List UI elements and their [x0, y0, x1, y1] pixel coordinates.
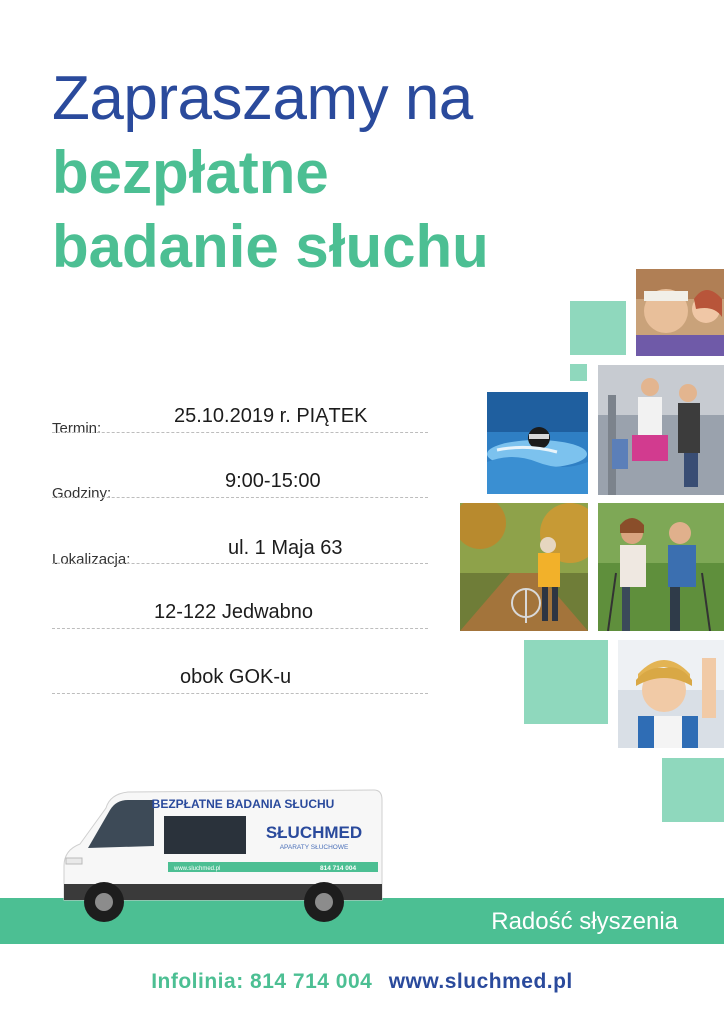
lokalizacja-dashed-line [52, 563, 428, 564]
headline [52, 62, 489, 284]
termin-label: Termin: [52, 420, 102, 437]
photo-family-shopping [598, 365, 724, 495]
godziny-value: 9:00-15:00 [225, 470, 321, 492]
photo-couple-walking [598, 503, 724, 631]
photo-woman-bicycle [460, 503, 588, 631]
photo-child [618, 640, 724, 748]
photo-grandparents [636, 269, 724, 356]
infolinia-label: Infolinia: [151, 970, 244, 993]
lokalizacja-label: Lokalizacja: [52, 551, 131, 568]
decor-square-2 [524, 640, 608, 724]
van-logo-subtitle: APARATY SŁUCHOWE [279, 844, 349, 851]
address-row-3 [52, 654, 428, 694]
infolinia-phone[interactable]: 814 714 004 [250, 970, 373, 993]
termin-dashed-line [52, 432, 428, 433]
decor-square-3 [662, 758, 724, 822]
address-3-dashed-line [52, 693, 428, 694]
headline-line-1: Zapraszamy na [52, 64, 473, 133]
lokalizacja-row [52, 524, 428, 568]
van-phone: 814 714 004 [320, 865, 357, 872]
van-logo: SŁUCHMED [265, 823, 363, 842]
website-link[interactable]: www.sluchmed.pl [388, 970, 573, 993]
van-illustration [58, 786, 388, 934]
godziny-label: Godziny: [52, 485, 112, 502]
photo-swimmer [487, 392, 588, 494]
termin-row [52, 393, 428, 437]
godziny-dashed-line [52, 497, 428, 498]
headline-line-2: bezpłatne [52, 139, 329, 206]
godziny-row [52, 458, 428, 502]
headline-line-3: badanie słuchu [52, 213, 489, 280]
address-line-3: obok GOK-u [180, 666, 292, 688]
address-row-2 [52, 589, 428, 629]
termin-value: 25.10.2019 r. PIĄTEK [174, 405, 368, 427]
van-banner-text: BEZPŁATNE BADANIA SŁUCHU [151, 797, 335, 811]
footer-contact [0, 970, 724, 994]
address-line-2: 12-122 Jedwabno [154, 601, 314, 623]
address-2-dashed-line [52, 628, 428, 629]
tagline: Radość słyszenia [491, 908, 678, 935]
van-website: www.sluchmed.pl [174, 866, 221, 872]
decor-square-1 [570, 301, 626, 355]
address-line-1: ul. 1 Maja 63 [228, 537, 343, 559]
decor-square-small [570, 364, 587, 381]
